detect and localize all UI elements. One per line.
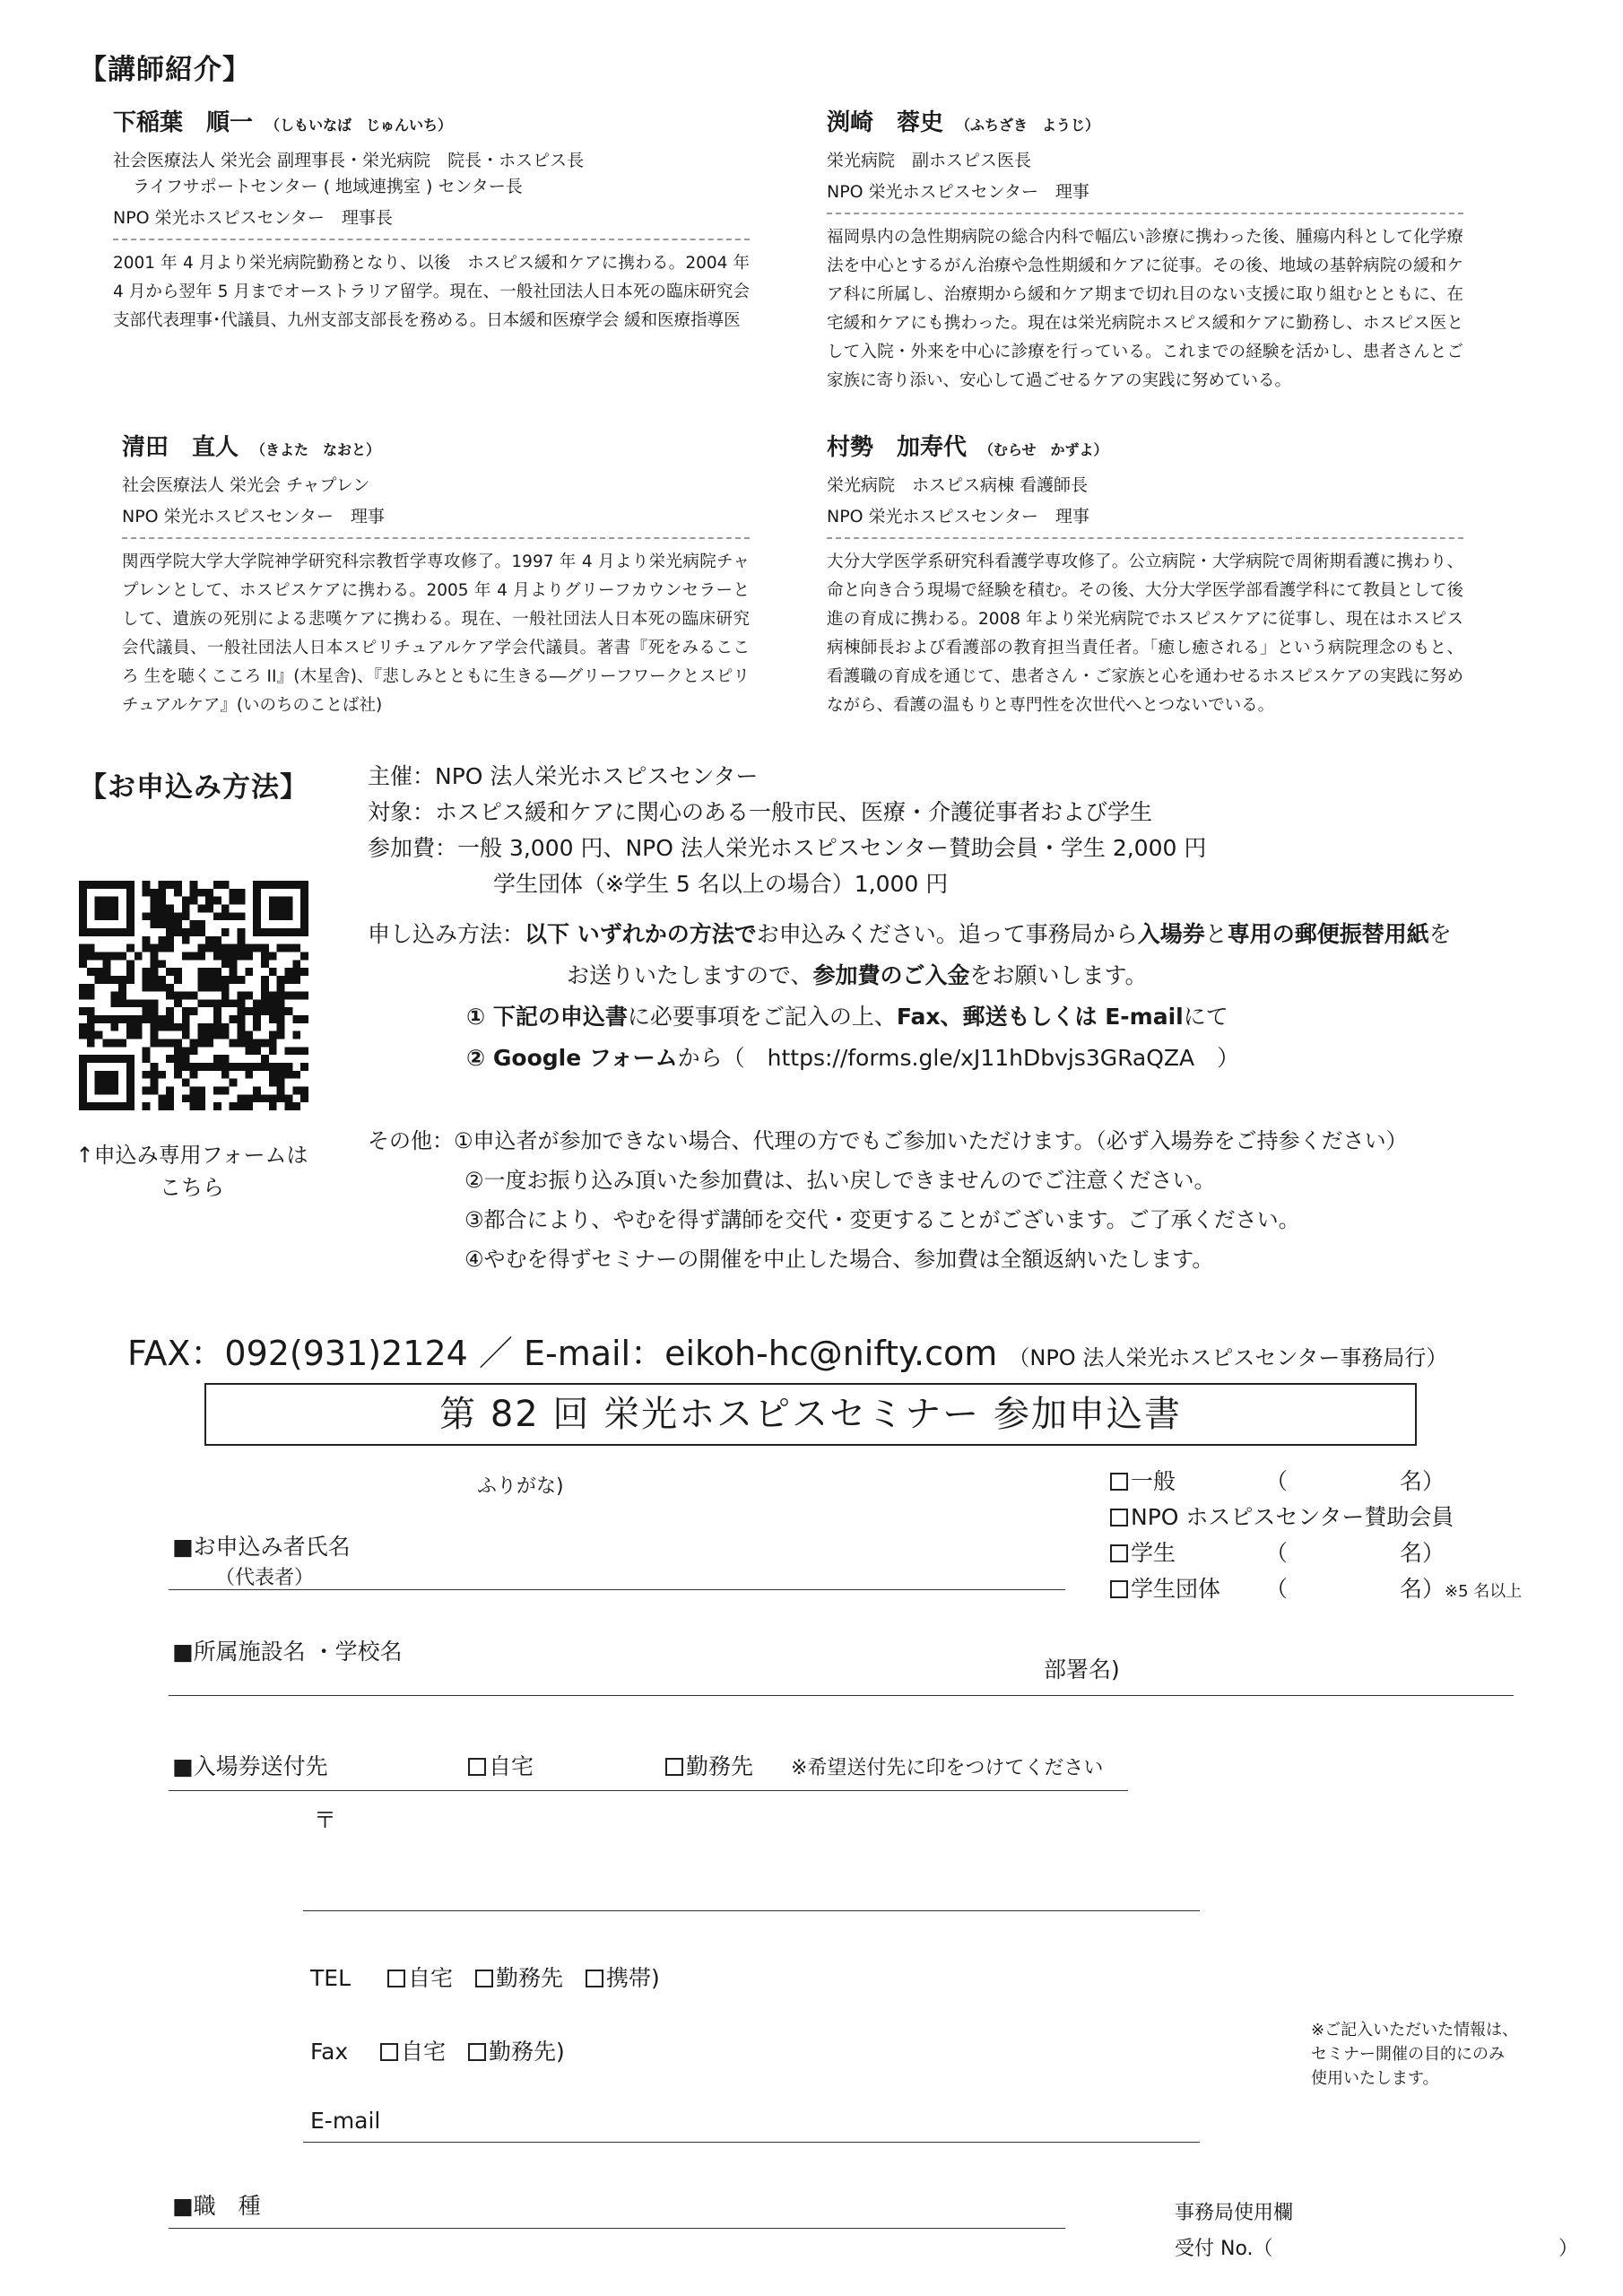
application-section-title: 【お申込み方法】 [79,771,308,804]
facility-field[interactable] [169,1695,1514,1696]
lecturer-card-3 [122,429,750,720]
method-text: 参加費のご入金 [812,962,970,988]
fee-group: 学生団体（※学生 5 名以上の場合）1,000 円 [493,871,949,897]
application-details [368,759,1452,1076]
checkbox-icon[interactable] [468,2043,486,2061]
address-field[interactable] [303,1910,1200,1911]
method-line-1 [368,917,1452,952]
privacy-note [1311,2018,1518,2091]
option-text: ② Google フォーム [466,1045,678,1071]
lecturer-reading: （しもいなば じゅんいち） [265,117,453,134]
receipt-label: 受付 No.（ [1175,2238,1273,2260]
lecturer-role: 社会医療法人 栄光会 副理事長・栄光病院 院長・ホスピス長 [113,151,585,170]
applicant-name-label: ■お申込み者氏名 [172,1534,351,1560]
lecturer-role: NPO 栄光ホスピスセンター 理事 [827,507,1089,526]
lecturer-role: NPO 栄光ホスピスセンター 理事 [122,507,385,526]
fax-row [310,2034,565,2066]
checkbox-icon[interactable] [1110,1473,1128,1491]
checkbox-icon[interactable] [586,1970,603,1987]
office-use-label: 事務局使用欄 [1175,2202,1294,2224]
lecturer-card-1 [113,104,750,335]
furigana-label: ふりがな) [477,1475,564,1498]
note-item: ③都合により、やむを得ず講師を交代・変更することがございます。ご了承ください。 [464,1207,1300,1232]
lecturer-bio: 関西学院大学大学院神学研究科宗教哲学専攻修了。1997 年 4 月より栄光病院チャプレンとして、ホスピスケアに携わる。2005 年 4 月よりグリーフカウンセラーとして、遺族の死別による悲嘆ケアに携わる。現在、一般社団法人日本死の臨床研究会代議員、一般社団法人日本スピリチュアルケア学会代議員。著書『死をみるこころ 生を聴くこころ II』(木星舎)、『悲しみとともに生きる―グリーフワークとスピリチュアルケア』(いのちのことば社) [122,552,750,715]
note-item: その他：①申込者が参加できない場合、代理の方でもご参加いただけます。（必ず入場券をご持参ください） [368,1128,1408,1153]
qr-caption-line: こちら [160,1175,224,1200]
other-notes [368,1121,1408,1279]
fax-home: 自宅 [401,2039,469,2065]
divider [827,537,1463,539]
fax-work: 勤務先) [489,2039,565,2065]
lecturer-role: 栄光病院 副ホスピス医長 [827,151,1032,170]
tel-home: 自宅 [408,1965,476,1991]
method-text: お申込みください。追って事務局から [756,921,1138,947]
checkbox-icon[interactable] [1110,1580,1128,1598]
category-label: 学生団体 [1131,1576,1221,1602]
ticket-note: ※希望送付先に印をつけてください [791,1757,1104,1779]
ticket-home-option[interactable] [468,1749,534,1781]
option-text: に必要事項をご記入の上、 [627,1004,897,1030]
lecturer-role: 栄光病院 ホスピス病棟 看護師長 [827,475,1089,495]
method-text: と [1204,921,1228,947]
option-label: 勤務先 [686,1753,754,1779]
method-text: 専用の郵便振替用紙 [1227,921,1429,947]
occupation-label: ■職 種 [172,2193,261,2219]
lecturer-bio: 大分大学医学系研究科看護学専攻修了。公立病院・大学病院で周術期看護に携わり、命と向き合う現場で経験を積む。その後、大分大学医学部看護学科にて教員として後進の育成に携わる。2008 年より栄光病院でホスピスケアに従事し、現在はホスピス病棟師長および看護部の教育担当責任者。「癒し癒される」という病院理念のもと、看護職の育成を通じて、患者さん・ご家族と心を通わせるホスピスケアの実践に努めながら、看護の温もりと専門性を次世代へとつないでいる。 [827,552,1463,715]
option-text: Fax、郵送もしくは E-mail [896,1004,1184,1030]
method-line-2 [368,958,1452,994]
method-text: 入場券 [1137,921,1205,947]
qr-code-icon[interactable] [79,881,308,1110]
tel-work: 勤務先 [496,1965,586,1991]
lecturer-name: 下稲葉 順一 [113,109,254,136]
lecturer-role: 社会医療法人 栄光会 チャプレン [122,475,370,495]
group-note: ※5 名以上 [1445,1582,1523,1601]
lecturer-card-4 [827,429,1463,720]
postal-mark: 〒 [314,1807,337,1833]
qr-caption [57,1139,326,1204]
lecturer-reading: （むらせ かずよ） [979,441,1108,458]
category-label: NPO ホスピスセンター賛助会員 [1131,1504,1454,1530]
lecturer-bio: 2001 年 4 月より栄光病院勤務となり、以後 ホスピス緩和ケアに携わる。2004 年 4 月から翌年 5 月までオーストラリア留学。現在、一般社団法人日本死の臨床研究会 支部代表理事･代議員、九州支部支部長を務める。日本緩和医療学会 緩和医療指導医 [113,254,750,330]
lecturer-reading: （きよた なおと） [251,441,381,458]
form-title: 第 82 回 栄光ホスピスセミナー 参加申込書 [204,1383,1417,1446]
category-member[interactable] [1110,1500,1522,1535]
fax-label: Fax [310,2039,349,2065]
lecturers-section-title: 【講師紹介】 [79,54,251,86]
lecturer-reading: （ふちざき ようじ） [956,117,1100,134]
target: 対象：ホスピス緩和ケアに関心のある一般市民、医療・介護従事者および学生 [368,799,1153,825]
option-2 [368,1040,1452,1076]
checkbox-icon[interactable] [1110,1509,1128,1526]
tel-row [310,1961,660,1993]
category-options [1110,1464,1522,1610]
method-text: をお願いします。 [969,962,1148,988]
option-text: にて [1183,1004,1228,1030]
checkbox-icon[interactable] [387,1970,405,1987]
lecturer-name: 渕崎 蓉史 [827,109,944,136]
divider [122,537,750,539]
ticket-work-option[interactable] [665,1749,753,1781]
category-student-group[interactable] [1110,1571,1522,1610]
lecturer-bio: 福岡県内の急性期病院の総合内科で幅広い診療に携わった後、腫瘍内科として化学療法を中心とするがん治療や急性期緩和ケアに従事。その後、地域の基幹病院の緩和ケア科に所属し、治療期から緩和ケア期まで切れ目のない支援に取り組むとともに、在宅緩和ケアにも携わった。現在は栄光病院ホスピス緩和ケアに勤務し、ホスピス医として入院・外来を中心に診療を行っている。これまでの経験を活かし、患者さんとご家族に寄り添い、安心して過ごせるケアの実践に努めている。 [827,228,1463,390]
category-count: （ 名） [1265,1468,1445,1494]
method-text: お送りいたしますので、 [567,962,813,988]
checkbox-icon[interactable] [468,1758,486,1776]
lecturer-role: ライフサポートセンター ( 地域連携室 ) センター長 [133,177,523,196]
category-student[interactable] [1110,1535,1522,1571]
qr-caption-line: ↑申込み専用フォームは [75,1143,308,1168]
category-label: 一般 [1131,1468,1176,1494]
category-count: （ 名） [1265,1540,1445,1566]
privacy-line: セミナー開催の目的にのみ [1311,2045,1505,2064]
tel-mobile: 携帯) [606,1965,660,1991]
method-text: 以下 いずれかの方法で [525,921,757,947]
checkbox-icon[interactable] [380,2043,398,2061]
lecturer-role: NPO 栄光ホスピスセンター 理事長 [113,208,393,228]
tel-label: TEL [310,1965,351,1991]
option-text: ① 下記の申込書 [466,1004,628,1030]
category-count: （ 名） [1265,1576,1445,1602]
checkbox-icon[interactable] [475,1970,493,1987]
ticket-destination-label: ■入場券送付先 [172,1753,328,1779]
contact-note: （NPO 法人栄光ホスピスセンター事務局行） [1008,1345,1448,1370]
divider [113,239,750,240]
note-item: ②一度お振り込み頂いた参加費は、払い戻しできませんのでご注意ください。 [464,1168,1216,1193]
method-text: を [1428,921,1452,947]
option-label: 自宅 [489,1753,534,1779]
note-item: ④やむを得ずセミナーの開催を中止した場合、参加費は全額返納いたします。 [464,1247,1214,1272]
ticket-destination-line [169,1790,1128,1791]
category-general[interactable] [1110,1464,1522,1500]
applicant-name-field[interactable] [169,1589,1065,1590]
fee: 参加費：一般 3,000 円、NPO 法人栄光ホスピスセンター賛助会員・学生 2,000 円 [368,835,1207,861]
lecturer-name: 村勢 加寿代 [827,434,968,461]
email-label: E-mail [310,2108,381,2134]
checkbox-icon[interactable] [1110,1544,1128,1562]
divider [827,213,1463,214]
checkbox-icon[interactable] [665,1758,683,1776]
receipt-close: ） [1558,2238,1578,2260]
representative-label: （代表者） [215,1567,315,1589]
facility-label: ■所属施設名 ・学校名 [172,1639,403,1665]
google-form-link[interactable]: から（ https://forms.gle/xJ11hDbvjs3GRaQZA ） [677,1045,1240,1071]
organizer: 主催：NPO 法人栄光ホスピスセンター [368,763,759,789]
category-label: 学生 [1131,1540,1176,1566]
lecturer-name: 清田 直人 [122,434,239,461]
option-1 [368,999,1452,1035]
occupation-field[interactable] [169,2228,1065,2229]
department-label: 部署名) [1044,1657,1120,1683]
privacy-line: 使用いたします。 [1311,2069,1439,2088]
lecturer-role: NPO 栄光ホスピスセンター 理事 [827,182,1089,202]
privacy-line: ※ご記入いただいた情報は、 [1311,2021,1519,2039]
lecturer-card-2 [827,104,1463,396]
contact-fax-email: FAX：092(931)2124 ／ E-mail：eikoh-hc@nifty.com [127,1334,998,1373]
email-field[interactable] [303,2142,1200,2143]
method-text: 申し込み方法： [368,921,525,947]
contact-line [127,1326,1447,1375]
receipt-number [1175,2233,1578,2261]
